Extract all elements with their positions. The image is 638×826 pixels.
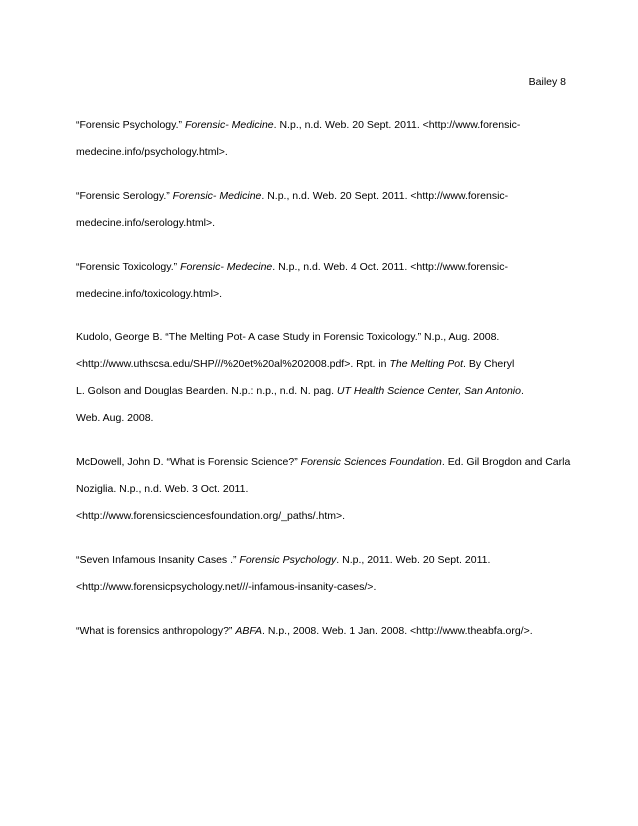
citation-text: “What is forensics anthropology?”: [76, 624, 236, 637]
citation-line: [76, 254, 568, 281]
citation-line: [76, 378, 568, 405]
citation-text: L. Golson and Douglas Bearden. N.p.: n.p., n.d. N. pag.: [76, 385, 337, 398]
citation-text: <http://www.forensicpsychology.net///-infamous-insanity-cases/>.: [76, 580, 377, 593]
citation-entry: [76, 183, 568, 237]
citation-text: McDowell, John D. “What is Forensic Science?”: [76, 456, 301, 469]
citation-italic-title: ABFA: [235, 624, 262, 637]
citation-entry: [76, 112, 568, 166]
citation-text: “Forensic Serology.”: [76, 189, 173, 202]
citation-line: [76, 476, 568, 503]
citation-line: [76, 281, 568, 308]
citation-entry: [76, 547, 568, 601]
citation-line: [76, 183, 568, 210]
citation-line: [76, 405, 568, 432]
citation-italic-title: Forensic- Medicine: [172, 189, 262, 202]
citation-entry: [76, 618, 568, 645]
citation-italic-title: Forensic Psychology: [239, 553, 337, 566]
citation-text: . N.p., n.d. Web. 20 Sept. 2011. <http://www.forensic-: [261, 189, 509, 202]
citation-text: <http://www.uthscsa.edu/SHP///%20et%20al%202008.pdf>. Rpt. in: [76, 358, 390, 371]
citation-line: [76, 210, 568, 237]
citation-line: [76, 112, 568, 139]
citation-text: medecine.info/toxicology.html>.: [76, 287, 223, 300]
citation-text: <http://www.forensicsciencesfoundation.org/_paths/.htm>.: [76, 509, 346, 522]
citation-text: Web. Aug. 2008.: [76, 412, 154, 425]
citation-line: [76, 618, 568, 645]
citation-line: [76, 351, 568, 378]
citation-line: [76, 139, 568, 166]
citation-text: Kudolo, George B. “The Melting Pot- A case Study in Forensic Toxicology.” N.p., Aug. 2008.: [76, 331, 500, 344]
citation-italic-title: The Melting Pot: [389, 358, 463, 371]
citation-line: [76, 574, 568, 601]
citation-italic-title: UT Health Science Center, San Antonio: [336, 385, 521, 398]
citation-text: “Forensic Toxicology.”: [76, 260, 181, 273]
citation-line: [76, 324, 568, 351]
citation-italic-title: Forensic- Medicine: [184, 119, 274, 131]
citation-entry: [76, 449, 571, 530]
citation-text: . N.p., 2011. Web. 20 Sept. 2011.: [336, 553, 491, 566]
citation-text: Noziglia. N.p., n.d. Web. 3 Oct. 2011.: [76, 482, 249, 495]
citation-line: [76, 449, 571, 476]
citation-entry: [76, 254, 568, 308]
citation-italic-title: Forensic- Medecine: [180, 260, 273, 273]
citation-text: .: [520, 385, 524, 398]
citation-line: [76, 547, 568, 574]
works-cited-list: [76, 112, 571, 662]
citation-text: “Forensic Psychology.”: [76, 119, 185, 131]
citation-text: . Ed. Gil Brogdon and Carla: [441, 456, 571, 469]
citation-line: [76, 503, 568, 530]
citation-text: . N.p., n.d. Web. 4 Oct. 2011. <http://www.forensic-: [272, 260, 508, 273]
citation-text: . N.p., 2008. Web. 1 Jan. 2008. <http://www.theabfa.org/>.: [261, 624, 533, 637]
citation-text: . By Cheryl: [463, 358, 515, 371]
citation-text: medecine.info/serology.html>.: [76, 216, 216, 229]
citation-text: medecine.info/psychology.html>.: [76, 145, 228, 158]
citation-entry: [76, 324, 568, 432]
citation-text: . N.p., n.d. Web. 20 Sept. 2011. <http://www.forensic-: [273, 119, 521, 131]
citation-text: “Seven Infamous Insanity Cases .”: [76, 553, 240, 566]
citation-italic-title: Forensic Sciences Foundation: [300, 456, 442, 469]
running-head: Bailey 8: [528, 76, 566, 88]
